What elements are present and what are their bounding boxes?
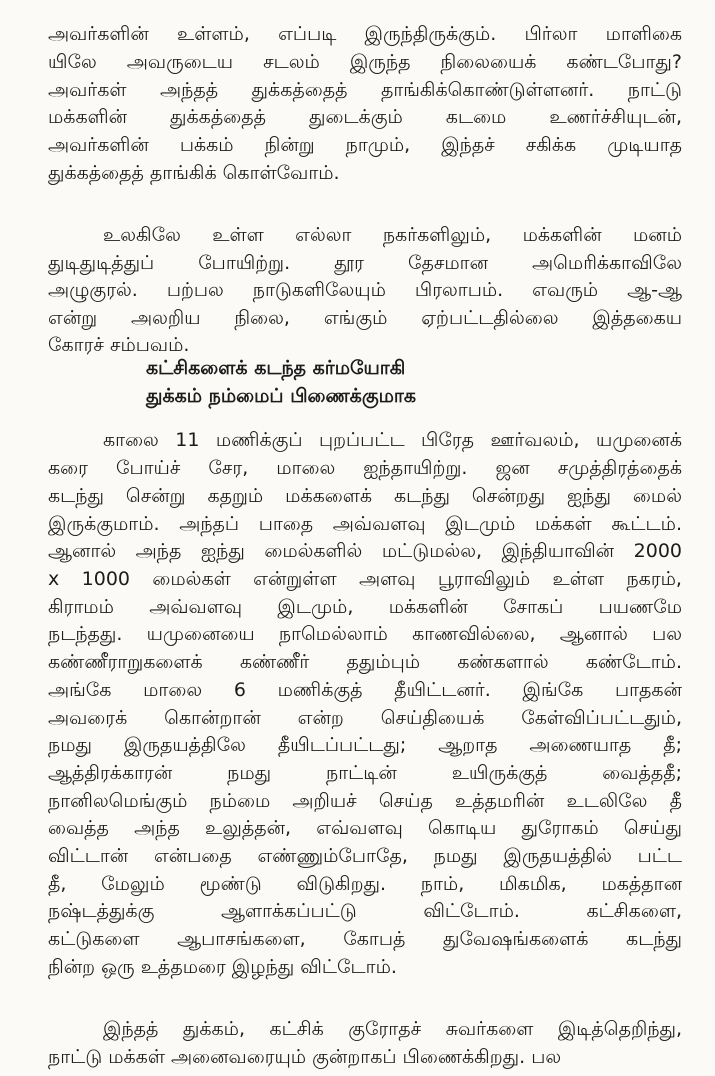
section-heading-line: துக்கம் நம்மைப் பிணைக்குமாக: [146, 385, 416, 407]
text-line: கிராமம் அவ்வளவு இடமும், மக்களின் சோகப் பயணமே: [48, 596, 683, 618]
text-line: அவர்கள் அந்தத் துக்கத்தைத் தாங்கிக்கொண்டுள்ளனர். நாட்டு: [48, 79, 682, 101]
text-line: தீ, மேலும் மூண்டு விடுகிறது. நாம், மிகமிக, மகத்தான: [48, 873, 683, 895]
text-line: துடிதுடித்துப் போயிற்று. தூர தேசமான அமெரிக்காவிலே: [48, 252, 682, 274]
text-line: ஆத்திரக்காரன் நமது நாட்டின் உயிருக்குத் வைத்ததீ;: [48, 762, 682, 784]
text-line: ஆனால் அந்த ஐந்து மைல்களில் மட்டுமல்ல, இந்தியாவின் 2000: [48, 540, 682, 562]
text-line: அங்கே மாலை 6 மணிக்குத் தீயிட்டனர். இங்கே பாதகன்: [48, 679, 682, 701]
text-line: யிலே அவருடைய சடலம் இருந்த நிலையைக் கண்டபோது?: [48, 51, 682, 73]
text-line: நானிலமெங்கும் நம்மை அறியச் செய்த உத்தமரின் உடலிலே தீ: [48, 790, 682, 812]
text-line: நின்ற ஒரு உத்தமரை இழந்து விட்டோம்.: [48, 956, 397, 978]
text-line: அவரைக் கொன்றான் என்ற செய்தியைக் கேள்விப்பட்டதும்,: [48, 707, 683, 729]
text-line: நடந்தது. யமுனையை நாமெல்லாம் காணவில்லை, ஆனால் பல: [48, 623, 683, 645]
text-line: அவர்களின் உள்ளம், எப்படி இருந்திருக்கும். பிர்லா மாளிகை: [48, 23, 683, 45]
text-line: இருக்குமாம். அந்தப் பாதை அவ்வளவு இடமும் மக்கள் கூட்டம்.: [48, 513, 682, 535]
text-line: நாட்டு மக்கள் அனைவரையும் குன்றாகப் பிணைக்கிறது. பல: [48, 1046, 562, 1068]
text-line: உலகிலே உள்ள எல்லா நகர்களிலும், மக்களின் மனம்: [103, 224, 683, 246]
text-line: கோரச் சம்பவம்.: [48, 334, 190, 356]
section-heading-line: கட்சிகளைக் கடந்த கர்மயோகி: [146, 357, 406, 379]
text-line: அவர்களின் பக்கம் நின்று நாமும், இந்தச் சகிக்க முடியாத: [48, 134, 683, 156]
text-line: x 1000 மைல்கள் என்றுள்ள அளவு பூராவிலும் உள்ள நகரம்,: [48, 568, 682, 590]
text-line: நமது இருதயத்திலே தீயிடப்பட்டது; ஆறாத அணையாத தீ;: [48, 734, 683, 756]
text-line: அழுகுரல். பற்பல நாடுகளிலேயும் பிரலாபம். எவரும் ஆ-ஆ: [48, 279, 682, 301]
text-line: கரை போய்ச் சேர, மாலை ஐந்தாயிற்று. ஜன சமுத்திரத்தைக்: [48, 457, 683, 479]
text-line: இந்தத் துக்கம், கட்சிக் குரோதச் சுவர்களை இடித்தெறிந்து,: [103, 1018, 683, 1040]
text-line: கடந்து சென்று கதறும் மக்களைக் கடந்து சென்றது ஐந்து மைல்: [48, 485, 682, 507]
text-line: கட்டுகளை ஆபாசங்களை, கோபத் துவேஷங்களைக் கடந்து: [48, 928, 682, 950]
text-line: நஷ்டத்துக்கு ஆளாக்கப்பட்டு விட்டோம். கட்சிகளை,: [48, 900, 682, 922]
text-line: என்று அலறிய நிலை, எங்கும் ஏற்பட்டதில்லை இத்தகைய: [48, 307, 683, 329]
text-line: வைத்த அந்த உலுத்தன், எவ்வளவு கொடிய துரோகம் செய்து: [48, 817, 682, 839]
text-line: மக்களின் துக்கத்தைத் துடைக்கும் கடமை உணர்ச்சியுடன்,: [48, 106, 682, 128]
text-line: விட்டான் என்பதை எண்ணும்போதே, நமது இருதயத்தில் பட்ட: [48, 845, 682, 867]
text-line: காலை 11 மணிக்குப் புறப்பட்ட பிரேத ஊர்வலம், யமுனைக்: [103, 429, 682, 451]
text-line: கண்ணீராறுகளைக் கண்ணீர் ததும்பும் கண்களால் கண்டோம்.: [48, 651, 682, 673]
text-line: துக்கத்தைத் தாங்கிக் கொள்வோம்.: [48, 162, 340, 184]
